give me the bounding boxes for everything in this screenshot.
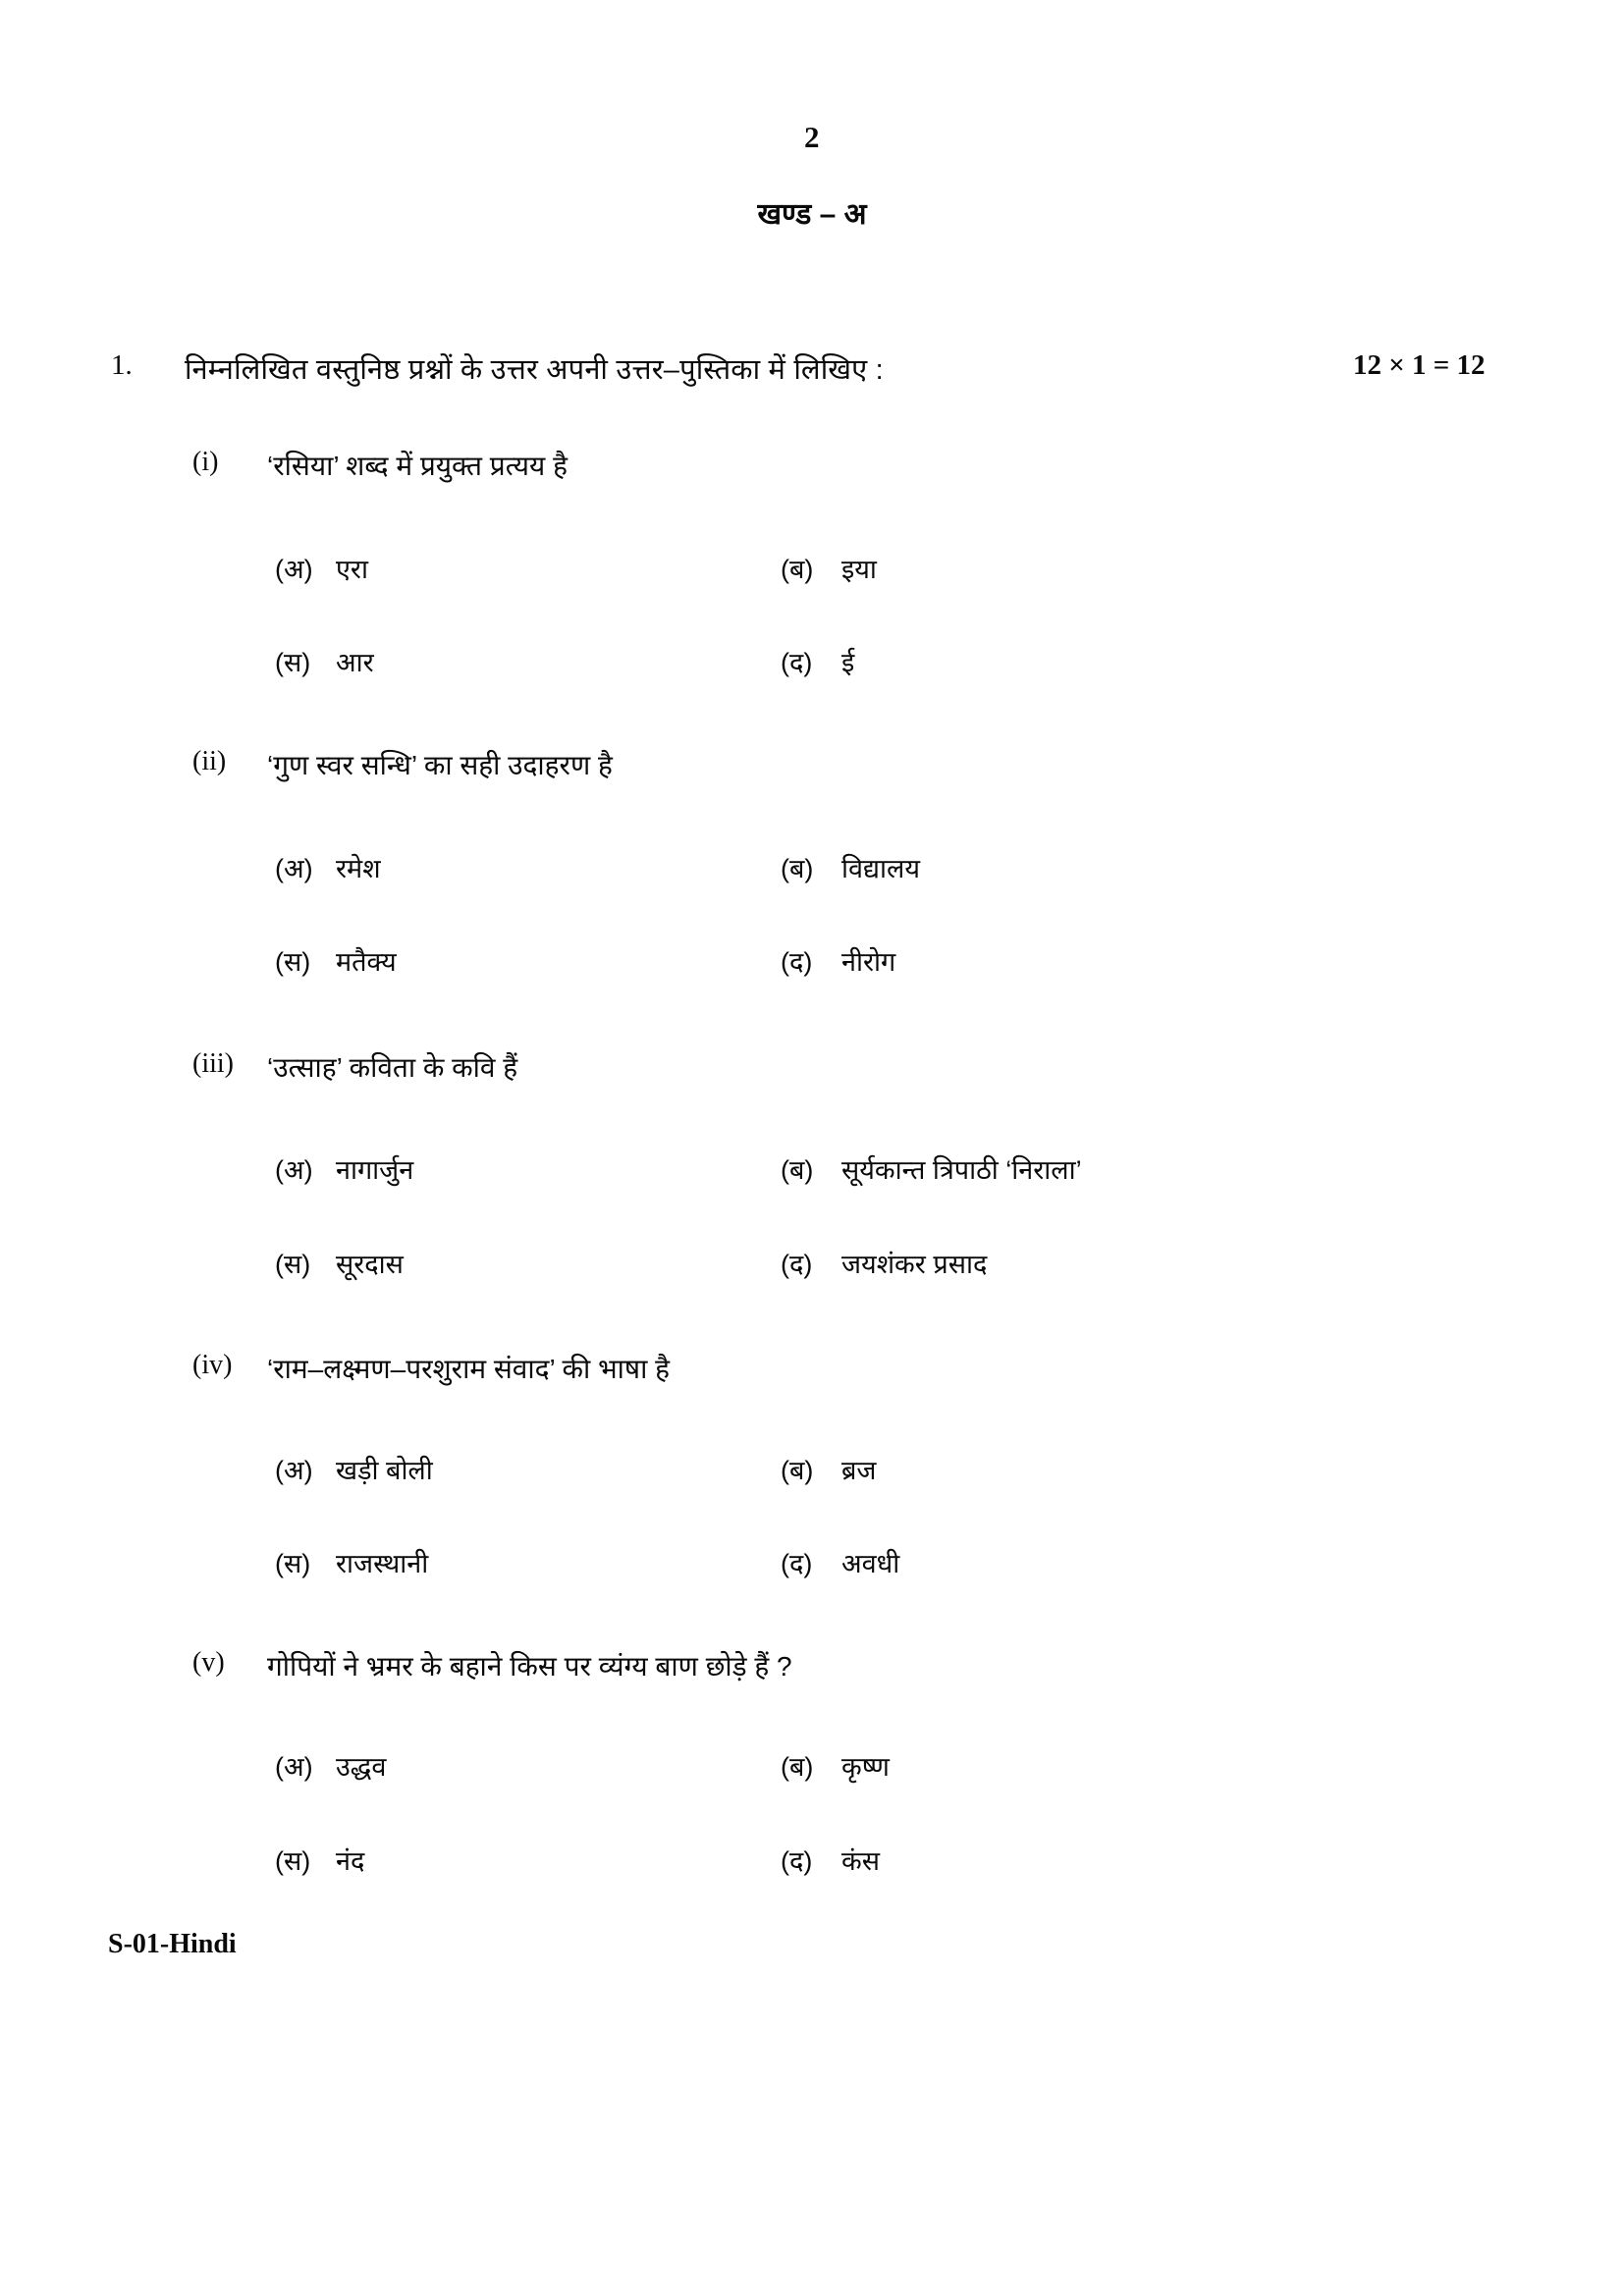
option-row <box>0 1842 1624 1885</box>
sub-question-text: ‘उत्साह’ कविता के कवि हैं <box>267 1052 518 1083</box>
option-row <box>0 643 1624 686</box>
paper-code: S-01-Hindi <box>108 1929 237 1959</box>
option-c[interactable] <box>275 1245 404 1281</box>
option-row <box>0 942 1624 986</box>
option-c[interactable] <box>275 643 374 679</box>
option-value: राजस्थानी <box>336 1549 429 1578</box>
option-value: विद्यालय <box>841 854 920 883</box>
option-label: (स) <box>275 947 311 977</box>
option-label: (द) <box>781 1549 813 1578</box>
question-marks: 12 × 1 = 12 <box>1353 349 1486 381</box>
option-c[interactable] <box>275 1842 364 1878</box>
sub-question-number: (i) <box>192 447 219 477</box>
sub-question-text: ‘राम–लक्ष्मण–परशुराम संवाद’ की भाषा है <box>267 1354 671 1384</box>
option-row <box>0 1451 1624 1494</box>
option-d[interactable] <box>781 643 854 679</box>
sub-question-number: (iii) <box>192 1048 234 1079</box>
option-b[interactable] <box>781 849 920 885</box>
option-a[interactable] <box>275 1451 433 1487</box>
section-heading: खण्ड – अ <box>757 198 867 231</box>
option-value: कंस <box>841 1846 880 1876</box>
option-c[interactable] <box>275 942 397 979</box>
option-value: ब्रज <box>841 1456 877 1485</box>
option-value: एरा <box>336 555 368 584</box>
option-label: (द) <box>781 1846 813 1876</box>
page-number: 2 <box>804 120 820 154</box>
option-b[interactable] <box>781 1747 890 1784</box>
option-label: (द) <box>781 947 813 977</box>
option-value: कृष्ण <box>841 1752 890 1782</box>
option-d[interactable] <box>781 942 895 979</box>
option-value: इया <box>841 555 877 584</box>
option-value: नागार्जुन <box>336 1155 414 1185</box>
option-value: जयशंकर प्रसाद <box>841 1250 988 1279</box>
option-value: उद्धव <box>336 1752 387 1782</box>
option-label: (अ) <box>275 1752 313 1782</box>
option-b[interactable] <box>781 550 877 586</box>
option-a[interactable] <box>275 1747 386 1784</box>
option-c[interactable] <box>275 1544 428 1580</box>
option-value: मतैक्य <box>336 947 397 977</box>
option-label: (ब) <box>781 1456 814 1485</box>
sub-question-number: (ii) <box>192 746 227 776</box>
option-value: आर <box>336 648 374 677</box>
option-row <box>0 1747 1624 1790</box>
option-label: (अ) <box>275 1155 313 1185</box>
sub-question-number: (iv) <box>192 1350 233 1380</box>
question-instruction-text: निम्नलिखित वस्तुनिष्ठ प्रश्नों के उत्तर अपनी उत्तर–पुस्तिका में लिखिए : <box>185 354 884 386</box>
option-row <box>0 1544 1624 1587</box>
option-a[interactable] <box>275 849 381 885</box>
option-label: (द) <box>781 648 813 677</box>
option-value: नीरोग <box>841 947 896 977</box>
option-value: अवधी <box>841 1549 900 1578</box>
sub-question-text: ‘रसिया’ शब्द में प्रयुक्त प्रत्यय है <box>267 451 568 481</box>
option-label: (ब) <box>781 1155 814 1185</box>
question-number: 1. <box>111 349 133 381</box>
option-label: (स) <box>275 1549 311 1578</box>
option-value: खड़ी बोली <box>336 1456 433 1485</box>
option-label: (ब) <box>781 1752 814 1782</box>
option-row <box>0 849 1624 892</box>
option-d[interactable] <box>781 1245 987 1281</box>
option-label: (स) <box>275 1250 311 1279</box>
option-label: (द) <box>781 1250 813 1279</box>
option-row <box>0 1245 1624 1288</box>
option-label: (अ) <box>275 1456 313 1485</box>
option-d[interactable] <box>781 1544 899 1580</box>
sub-question-text: ‘गुण स्वर सन्धि’ का सही उदाहरण है <box>267 750 613 780</box>
option-label: (अ) <box>275 854 313 883</box>
option-label: (अ) <box>275 555 313 584</box>
option-a[interactable] <box>275 1150 413 1187</box>
option-value: सूर्यकान्त त्रिपाठी ‘निराला’ <box>841 1155 1082 1185</box>
option-value: ई <box>841 648 855 677</box>
sub-question-number: (v) <box>192 1647 225 1678</box>
option-value: रमेश <box>336 854 381 883</box>
option-label: (स) <box>275 1846 311 1876</box>
sub-question-text: गोपियों ने भ्रमर के बहाने किस पर व्यंग्य बाण छोड़े हैं ? <box>267 1651 792 1682</box>
option-row <box>0 1150 1624 1194</box>
option-label: (स) <box>275 648 311 677</box>
option-b[interactable] <box>781 1150 1082 1187</box>
option-b[interactable] <box>781 1451 876 1487</box>
option-value: सूरदास <box>336 1250 404 1279</box>
option-label: (ब) <box>781 555 814 584</box>
question-1-header <box>0 349 1624 397</box>
option-label: (ब) <box>781 854 814 883</box>
option-row <box>0 550 1624 593</box>
option-a[interactable] <box>275 550 368 586</box>
option-value: नंद <box>336 1846 365 1876</box>
option-d[interactable] <box>781 1842 880 1878</box>
